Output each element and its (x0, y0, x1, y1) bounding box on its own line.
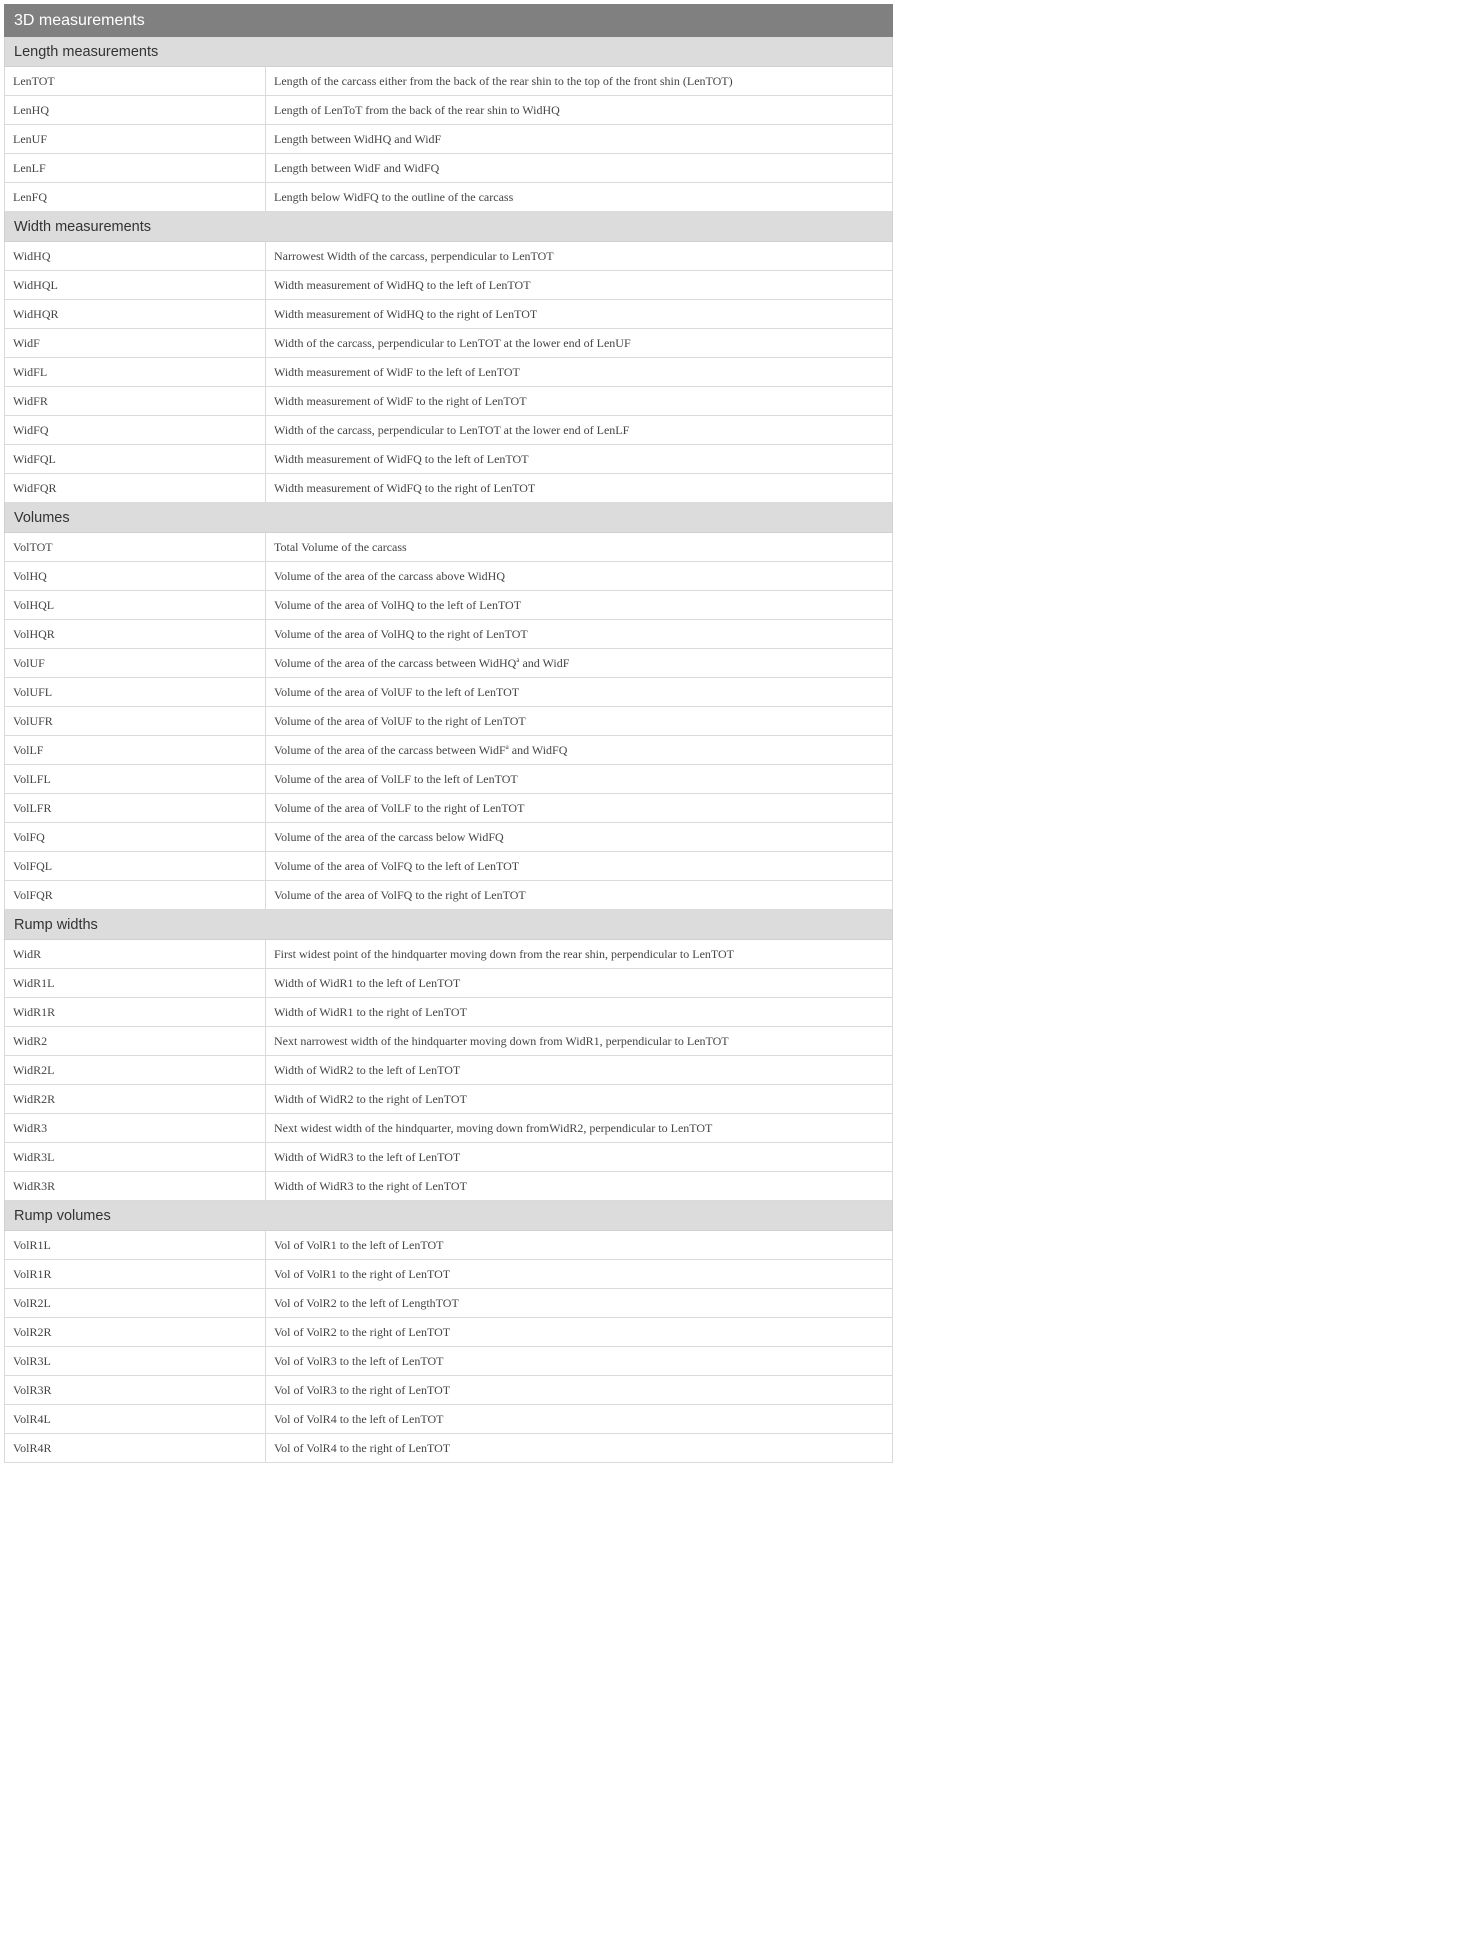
table-row (5, 998, 893, 1027)
measurement-abbreviation: WidFQR (5, 474, 266, 503)
description-text: Volume of the area of VolLF to the left of LenTOT (274, 771, 518, 786)
measurement-abbreviation: VolUF (5, 649, 266, 678)
measurement-abbreviation: WidR (5, 940, 266, 969)
measurement-abbreviation: LenHQ (5, 96, 266, 125)
description-text: Width measurement of WidHQ to the right of LenTOT (274, 306, 538, 321)
description-text: Width measurement of WidFQ to the left of LenTOT (274, 451, 529, 466)
table-row (5, 1027, 893, 1056)
measurement-abbreviation: VolR3R (5, 1376, 266, 1405)
measurement-abbreviation: VolUFR (5, 707, 266, 736)
measurement-abbreviation: VolR1R (5, 1260, 266, 1289)
measurement-abbreviation: LenUF (5, 125, 266, 154)
measurement-description (266, 678, 893, 707)
description-text: Volume of the area of the carcass above WidHQ (274, 568, 505, 583)
measurement-description (266, 1318, 893, 1347)
measurement-abbreviation: WidFR (5, 387, 266, 416)
measurement-abbreviation: VolLFL (5, 765, 266, 794)
description-text: Volume of the area of VolUF to the right of LenTOT (274, 713, 526, 728)
measurement-description (266, 242, 893, 271)
measurement-description (266, 1056, 893, 1085)
measurement-description (266, 1085, 893, 1114)
description-text: Width of the carcass, perpendicular to LenTOT at the lower end of LenUF (274, 335, 631, 350)
measurement-abbreviation: VolUFL (5, 678, 266, 707)
section-header-row (5, 37, 893, 67)
measurement-description (266, 969, 893, 998)
table-row (5, 852, 893, 881)
table-row (5, 765, 893, 794)
description-text: Volume of the area of the carcass between WidF (274, 742, 506, 757)
measurements-table (4, 4, 893, 1463)
measurement-description (266, 1289, 893, 1318)
section-title: Width measurements (5, 212, 893, 242)
description-text: Width of WidR1 to the left of LenTOT (274, 975, 461, 990)
table-row (5, 1405, 893, 1434)
measurement-abbreviation: WidHQ (5, 242, 266, 271)
measurement-abbreviation: VolFQR (5, 881, 266, 910)
measurement-description (266, 852, 893, 881)
measurement-abbreviation: VolHQL (5, 591, 266, 620)
description-text: Width of WidR2 to the left of LenTOT (274, 1062, 461, 1077)
measurement-abbreviation: WidR3R (5, 1172, 266, 1201)
measurement-description (266, 1260, 893, 1289)
measurement-abbreviation: VolR4L (5, 1405, 266, 1434)
table-row (5, 1085, 893, 1114)
measurement-abbreviation: WidHQR (5, 300, 266, 329)
measurement-description (266, 1434, 893, 1463)
description-text: Vol of VolR3 to the left of LenTOT (274, 1353, 444, 1368)
description-text: Width of WidR1 to the right of LenTOT (274, 1004, 467, 1019)
description-text: Total Volume of the carcass (274, 539, 407, 554)
measurement-description (266, 1143, 893, 1172)
measurement-abbreviation: WidR3 (5, 1114, 266, 1143)
measurement-description (266, 1405, 893, 1434)
measurement-abbreviation: WidR1L (5, 969, 266, 998)
footnote-marker: a (516, 655, 520, 664)
measurement-description (266, 823, 893, 852)
measurement-description (266, 794, 893, 823)
description-text: Width measurement of WidHQ to the left of LenTOT (274, 277, 531, 292)
measurement-abbreviation: VolR3L (5, 1347, 266, 1376)
table-row (5, 358, 893, 387)
description-text: Length of the carcass either from the back of the rear shin to the top of the front shin (LenTOT) (274, 73, 733, 88)
measurement-abbreviation: WidHQL (5, 271, 266, 300)
table-row (5, 1289, 893, 1318)
measurement-description (266, 474, 893, 503)
measurement-description (266, 998, 893, 1027)
table-header-row (5, 5, 893, 37)
measurement-abbreviation: VolFQ (5, 823, 266, 852)
table-row (5, 794, 893, 823)
table-row (5, 969, 893, 998)
section-header-row (5, 212, 893, 242)
measurement-description (266, 533, 893, 562)
footnote-marker: a (505, 742, 509, 751)
section-title: Length measurements (5, 37, 893, 67)
measurement-description (266, 562, 893, 591)
measurement-description (266, 736, 893, 765)
table-row (5, 96, 893, 125)
description-text: Vol of VolR1 to the right of LenTOT (274, 1266, 451, 1281)
table-row (5, 1056, 893, 1085)
measurement-description (266, 358, 893, 387)
description-text: Length below WidFQ to the outline of the carcass (274, 189, 514, 204)
measurement-abbreviation: VolHQ (5, 562, 266, 591)
description-text: Length of LenToT from the back of the rear shin to WidHQ (274, 102, 560, 117)
table-row (5, 242, 893, 271)
measurement-abbreviation: WidR2 (5, 1027, 266, 1056)
table-row (5, 707, 893, 736)
table-row (5, 881, 893, 910)
table-row (5, 649, 893, 678)
measurement-description (266, 1114, 893, 1143)
description-text: Width measurement of WidF to the right of LenTOT (274, 393, 527, 408)
description-text: First widest point of the hindquarter moving down from the rear shin, perpendicular to LenTOT (274, 946, 735, 961)
table-row (5, 736, 893, 765)
description-text: Vol of VolR2 to the left of LengthTOT (274, 1295, 459, 1310)
description-text: Volume of the area of VolHQ to the left of LenTOT (274, 597, 522, 612)
description-text: Width measurement of WidF to the left of LenTOT (274, 364, 520, 379)
measurement-abbreviation: WidR2L (5, 1056, 266, 1085)
description-text: Next narrowest width of the hindquarter moving down from WidR1, perpendicular to LenTOT (274, 1033, 729, 1048)
measurement-description (266, 329, 893, 358)
table-row (5, 416, 893, 445)
section-title: Rump volumes (5, 1201, 893, 1231)
measurement-abbreviation: LenFQ (5, 183, 266, 212)
description-text: Next widest width of the hindquarter, moving down fromWidR2, perpendicular to LenTOT (274, 1120, 713, 1135)
table-row (5, 445, 893, 474)
section-title: Rump widths (5, 910, 893, 940)
table-row (5, 1376, 893, 1405)
description-text: Volume of the area of VolFQ to the right of LenTOT (274, 887, 526, 902)
table-row (5, 940, 893, 969)
description-text: Width of WidR3 to the left of LenTOT (274, 1149, 461, 1164)
table-row (5, 474, 893, 503)
measurement-abbreviation: VolLF (5, 736, 266, 765)
measurement-description (266, 707, 893, 736)
measurement-description (266, 1347, 893, 1376)
table-row (5, 620, 893, 649)
table-row (5, 1434, 893, 1463)
description-text: Length between WidF and WidFQ (274, 160, 440, 175)
measurement-abbreviation: VolR1L (5, 1231, 266, 1260)
measurement-description (266, 591, 893, 620)
table-row (5, 1260, 893, 1289)
section-header-row (5, 910, 893, 940)
description-text-continued: and WidFQ (508, 742, 568, 757)
description-text: Vol of VolR2 to the right of LenTOT (274, 1324, 451, 1339)
table-body (5, 37, 893, 1463)
measurement-description (266, 67, 893, 96)
measurement-description (266, 1172, 893, 1201)
table-row (5, 183, 893, 212)
measurement-description (266, 1027, 893, 1056)
table-row (5, 678, 893, 707)
description-text: Narrowest Width of the carcass, perpendicular to LenTOT (274, 248, 554, 263)
table-row (5, 533, 893, 562)
measurement-description (266, 183, 893, 212)
section-title: Volumes (5, 503, 893, 533)
table-row (5, 1172, 893, 1201)
table-row (5, 1318, 893, 1347)
measurement-abbreviation: LenLF (5, 154, 266, 183)
measurement-description (266, 881, 893, 910)
measurement-abbreviation: VolHQR (5, 620, 266, 649)
measurement-abbreviation: WidR2R (5, 1085, 266, 1114)
measurement-abbreviation: WidF (5, 329, 266, 358)
table-row (5, 125, 893, 154)
description-text: Volume of the area of VolUF to the left of LenTOT (274, 684, 520, 699)
measurement-abbreviation: WidFQ (5, 416, 266, 445)
description-text-continued: and WidF (519, 655, 570, 670)
measurement-description (266, 416, 893, 445)
description-text: Volume of the area of VolLF to the right of LenTOT (274, 800, 525, 815)
table-row (5, 387, 893, 416)
table-row (5, 271, 893, 300)
measurement-description (266, 154, 893, 183)
measurement-description (266, 620, 893, 649)
measurement-description (266, 387, 893, 416)
description-text: Width of the carcass, perpendicular to LenTOT at the lower end of LenLF (274, 422, 630, 437)
measurement-abbreviation: VolTOT (5, 533, 266, 562)
description-text: Volume of the area of the carcass below WidFQ (274, 829, 504, 844)
measurements-table-container (4, 4, 892, 1463)
table-row (5, 154, 893, 183)
table-row (5, 591, 893, 620)
description-text: Volume of the area of the carcass between WidHQ (274, 655, 517, 670)
description-text: Vol of VolR1 to the left of LenTOT (274, 1237, 444, 1252)
measurement-abbreviation: VolR2L (5, 1289, 266, 1318)
description-text: Width measurement of WidFQ to the right of LenTOT (274, 480, 536, 495)
table-row (5, 329, 893, 358)
table-row (5, 1347, 893, 1376)
measurement-description (266, 940, 893, 969)
description-text: Vol of VolR3 to the right of LenTOT (274, 1382, 451, 1397)
description-text: Vol of VolR4 to the right of LenTOT (274, 1440, 451, 1455)
measurement-abbreviation: WidFL (5, 358, 266, 387)
description-text: Volume of the area of VolHQ to the right of LenTOT (274, 626, 528, 641)
measurement-abbreviation: VolR2R (5, 1318, 266, 1347)
measurement-description (266, 96, 893, 125)
section-header-row (5, 503, 893, 533)
measurement-description (266, 445, 893, 474)
measurement-description (266, 271, 893, 300)
table-row (5, 300, 893, 329)
table-row (5, 1114, 893, 1143)
measurement-abbreviation: VolR4R (5, 1434, 266, 1463)
table-row (5, 1231, 893, 1260)
measurement-description (266, 1376, 893, 1405)
measurement-abbreviation: VolFQL (5, 852, 266, 881)
measurement-description (266, 300, 893, 329)
measurement-description (266, 1231, 893, 1260)
measurement-abbreviation: WidFQL (5, 445, 266, 474)
section-header-row (5, 1201, 893, 1231)
table-row (5, 67, 893, 96)
measurement-description (266, 649, 893, 678)
measurement-abbreviation: LenTOT (5, 67, 266, 96)
table-row (5, 562, 893, 591)
measurement-abbreviation: WidR1R (5, 998, 266, 1027)
description-text: Width of WidR2 to the right of LenTOT (274, 1091, 467, 1106)
description-text: Length between WidHQ and WidF (274, 131, 442, 146)
measurement-abbreviation: WidR3L (5, 1143, 266, 1172)
description-text: Volume of the area of VolFQ to the left of LenTOT (274, 858, 520, 873)
measurement-description (266, 765, 893, 794)
table-title: 3D measurements (5, 5, 893, 37)
measurement-abbreviation: VolLFR (5, 794, 266, 823)
table-row (5, 1143, 893, 1172)
description-text: Width of WidR3 to the right of LenTOT (274, 1178, 467, 1193)
measurement-description (266, 125, 893, 154)
table-row (5, 823, 893, 852)
description-text: Vol of VolR4 to the left of LenTOT (274, 1411, 444, 1426)
